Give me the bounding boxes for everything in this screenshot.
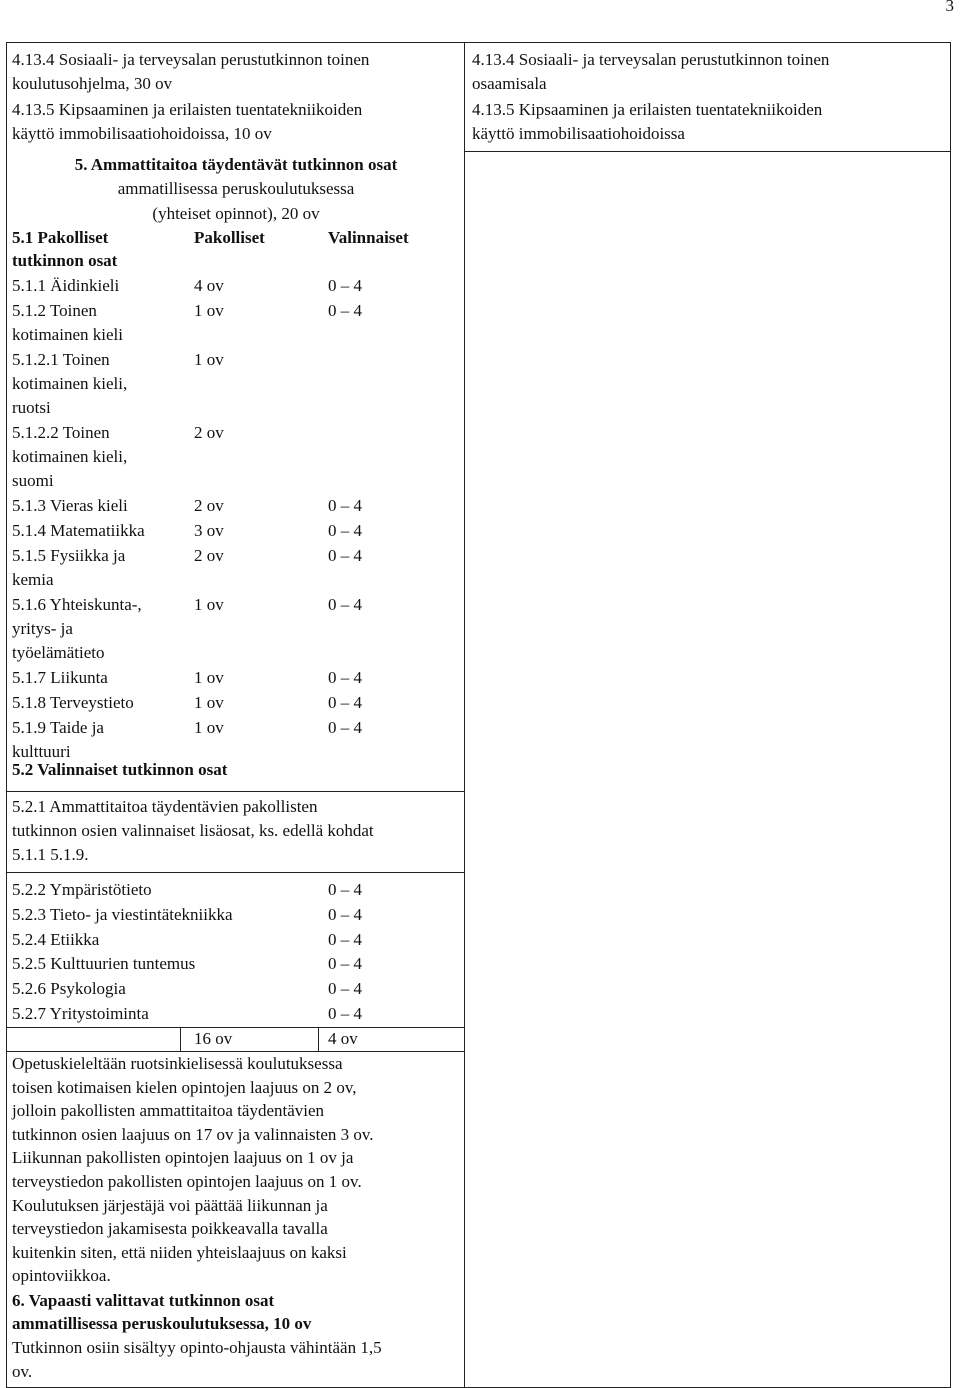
- mandatory-value: 2 ov: [194, 546, 224, 565]
- subject-name: ruotsi: [12, 398, 51, 417]
- total-mandatory: 16 ov: [194, 1029, 233, 1048]
- subject-name: 5.1.2.1 Toinen: [12, 350, 110, 369]
- table-border-left: [6, 42, 7, 1388]
- subject-name: kemia: [12, 570, 54, 589]
- elective-value: 0 – 4: [328, 979, 362, 999]
- elective-subject-name: 5.2.2 Ympäristötieto: [12, 880, 152, 899]
- section-5-2-title: 5.2 Valinnaiset tutkinnon osat: [12, 760, 228, 779]
- elective-value: 0 – 4: [328, 954, 362, 974]
- note-line: toisen kotimaisen kielen opintojen laajuus on 2 ov,: [12, 1077, 357, 1097]
- mandatory-value: 1 ov: [194, 693, 224, 712]
- subject-name: 5.1.2 Toinen: [12, 301, 97, 320]
- totals-grid-line: [180, 1027, 181, 1051]
- header-col2: Pakolliset: [194, 228, 265, 247]
- note-line: Opetuskieleltään ruotsinkielisessä koulutuksessa: [12, 1054, 343, 1073]
- table-border-right: [950, 42, 951, 1388]
- column-divider: [464, 42, 465, 1388]
- intro-line: käyttö immobilisaatiohoidoissa, 10 ov: [12, 124, 272, 143]
- mandatory-value: 1 ov: [194, 718, 224, 737]
- intro-line: käyttö immobilisaatiohoidoissa: [472, 124, 685, 143]
- totals-bottom-line: [6, 1051, 464, 1052]
- total-elective: 4 ov: [328, 1029, 358, 1048]
- header-col1: 5.1 Pakolliset: [12, 228, 109, 247]
- section-6-text: ov.: [12, 1362, 33, 1381]
- elective-value: 0 – 4: [328, 693, 362, 712]
- note-line: terveystiedon pakollisten opintojen laajuus on 1 ov.: [12, 1172, 362, 1191]
- subject-name: 5.1.3 Vieras kieli: [12, 496, 128, 515]
- elective-value: 0 – 4: [328, 1004, 362, 1023]
- elective-value: 0 – 4: [328, 546, 362, 565]
- mandatory-value: 2 ov: [194, 496, 224, 515]
- elective-subject-name: 5.2.3 Tieto- ja viestintätekniikka: [12, 904, 233, 924]
- text-line: 5.1.1 5.1.9.: [12, 845, 89, 864]
- elective-subject-name: 5.2.6 Psykologia: [12, 979, 126, 999]
- subject-name: 5.1.6 Yhteiskunta-,: [12, 595, 142, 614]
- section-title-line: ammatillisessa peruskoulutuksessa: [117, 179, 355, 198]
- intro-line: 4.13.4 Sosiaali- ja terveysalan perustutkinnon toinen: [472, 50, 830, 69]
- mandatory-value: 4 ov: [194, 276, 224, 295]
- section-6-text: Tutkinnon osiin sisältyy opinto-ohjausta vähintään 1,5: [12, 1338, 382, 1357]
- subject-name: 5.1.4 Matematiikka: [12, 521, 145, 540]
- subject-name: 5.1.7 Liikunta: [12, 668, 108, 687]
- mandatory-value: 1 ov: [194, 301, 224, 320]
- elective-value: 0 – 4: [328, 301, 362, 320]
- subject-name: kotimainen kieli: [12, 325, 123, 344]
- subject-name: kotimainen kieli,: [12, 374, 128, 393]
- elective-subject-name: 5.2.7 Yritystoiminta: [12, 1004, 149, 1023]
- subject-name: 5.1.9 Taide ja: [12, 718, 104, 737]
- intro-line: 4.13.4 Sosiaali- ja terveysalan perustutkinnon toinen: [12, 50, 370, 69]
- intro-line: 4.13.5 Kipsaaminen ja erilaisten tuentatekniikoiden: [472, 100, 823, 119]
- right-cell-divider: [464, 151, 951, 152]
- note-line: terveystiedon jakamisesta poikkeavalla tavalla: [12, 1219, 328, 1239]
- elective-value: 0 – 4: [328, 521, 362, 540]
- intro-line: osaamisala: [472, 74, 547, 93]
- subject-name: 5.1.5 Fysiikka ja: [12, 546, 126, 565]
- elective-value: 0 – 4: [328, 880, 362, 899]
- section-title-line: (yhteiset opinnot), 20 ov: [152, 204, 320, 223]
- note-line: Liikunnan pakollisten opintojen laajuus on 1 ov ja: [12, 1148, 354, 1168]
- subject-name: yritys- ja: [12, 619, 73, 638]
- mandatory-value: 3 ov: [194, 521, 224, 540]
- totals-row: [12, 1029, 460, 1051]
- mandatory-value: 1 ov: [194, 668, 224, 687]
- comparison-table: [6, 42, 951, 1388]
- subject-name: suomi: [12, 471, 54, 490]
- header-col1: tutkinnon osat: [12, 251, 118, 270]
- section-divider: [6, 791, 464, 792]
- elective-value: 0 – 4: [328, 718, 362, 737]
- section-divider: [6, 872, 464, 873]
- intro-line: 4.13.5 Kipsaaminen ja erilaisten tuentatekniikoiden: [12, 100, 363, 119]
- subject-name: työelämätieto: [12, 643, 105, 662]
- subject-name: kotimainen kieli,: [12, 447, 128, 466]
- table-header: [12, 228, 460, 278]
- note-line: jolloin pakollisten ammattitaitoa täydentävien: [12, 1101, 325, 1121]
- note-line: kuitenkin siten, että niiden yhteislaajuus on kaksi: [12, 1242, 347, 1262]
- intro-line: koulutusohjelma, 30 ov: [12, 74, 173, 93]
- totals-top-line: [6, 1027, 464, 1028]
- subject-name: 5.1.8 Terveystieto: [12, 693, 134, 712]
- mandatory-value: 2 ov: [194, 423, 224, 442]
- section-title-line: 5. Ammattitaitoa täydentävät tutkinnon osat: [74, 155, 398, 174]
- elective-value: 0 – 4: [328, 276, 362, 295]
- section-6-title: ammatillisessa peruskoulutuksessa, 10 ov: [12, 1314, 312, 1333]
- elective-subject-name: 5.2.4 Etiikka: [12, 929, 100, 949]
- mandatory-value: 1 ov: [194, 350, 224, 369]
- section-6-title: 6. Vapaasti valittavat tutkinnon osat: [12, 1291, 275, 1310]
- mandatory-value: 1 ov: [194, 595, 224, 614]
- header-col3: Valinnaiset: [328, 228, 409, 247]
- elective-value: 0 – 4: [328, 496, 362, 515]
- table-border-top: [6, 42, 951, 43]
- subject-name: 5.1.2.2 Toinen: [12, 423, 110, 442]
- note-line: opintoviikkoa.: [12, 1266, 111, 1286]
- text-line: 5.2.1 Ammattitaitoa täydentävien pakollisten: [12, 797, 318, 816]
- text-line: tutkinnon osien valinnaiset lisäosat, ks. edellä kohdat: [12, 821, 374, 840]
- subject-name: kulttuuri: [12, 742, 71, 761]
- elective-value: 0 – 4: [328, 595, 362, 614]
- elective-value: 0 – 4: [328, 929, 362, 949]
- subject-name: 5.1.1 Äidinkieli: [12, 276, 120, 295]
- elective-value: 0 – 4: [328, 668, 362, 687]
- elective-value: 0 – 4: [328, 904, 362, 924]
- elective-subject-name: 5.2.5 Kulttuurien tuntemus: [12, 954, 196, 974]
- page-number: 3: [945, 0, 954, 15]
- note-line: tutkinnon osien laajuus on 17 ov ja valinnaisten 3 ov.: [12, 1124, 374, 1144]
- totals-grid-line: [318, 1027, 319, 1051]
- note-line: Koulutuksen järjestäjä voi päättää liikunnan ja: [12, 1195, 328, 1215]
